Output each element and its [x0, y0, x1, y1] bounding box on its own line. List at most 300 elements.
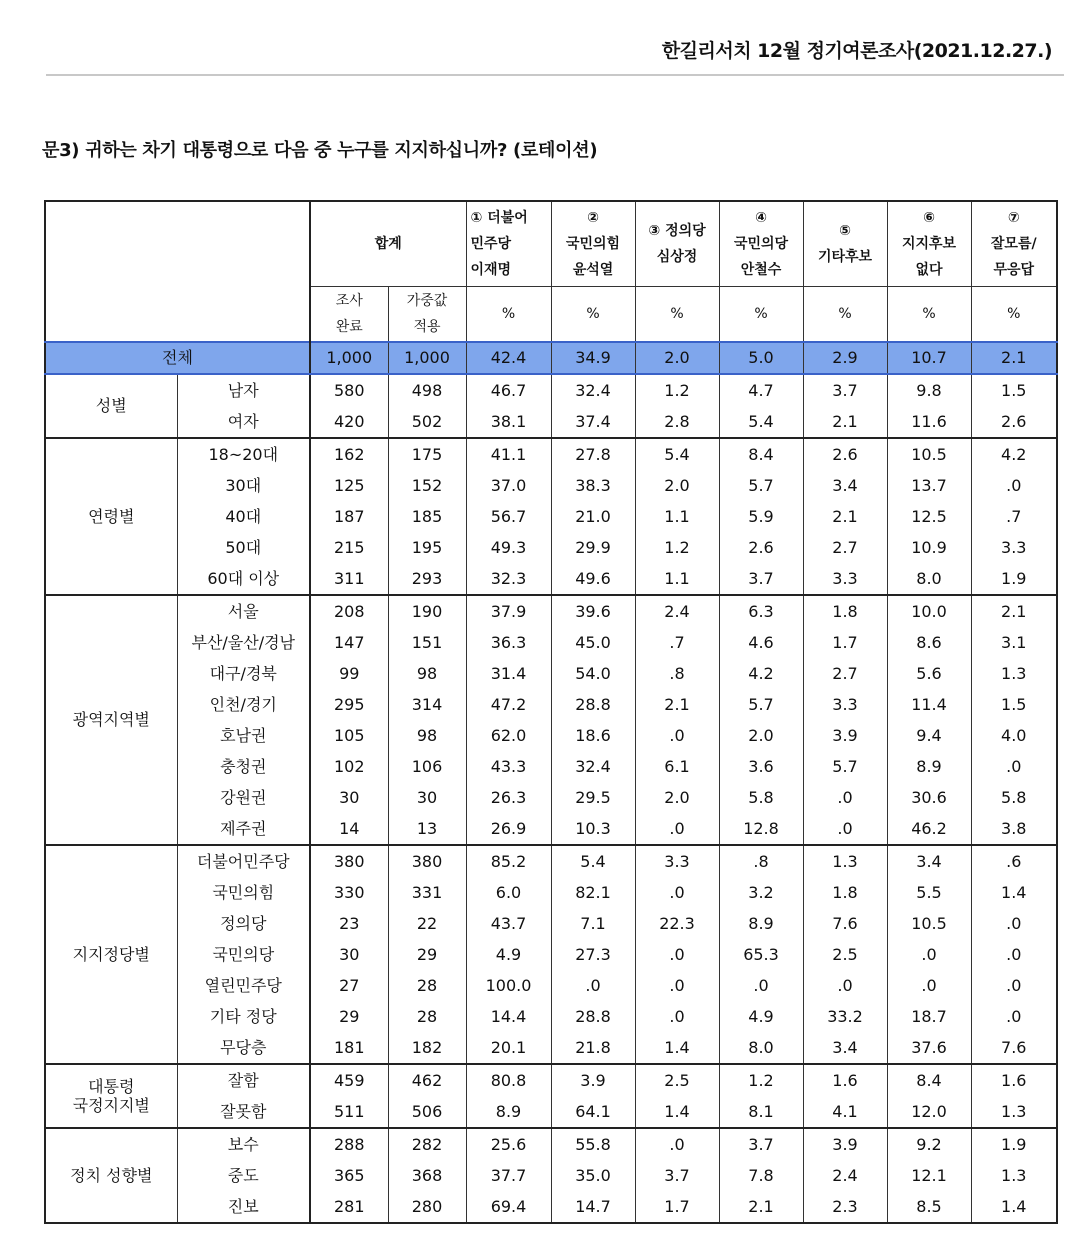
row-value: 5.7 [803, 751, 887, 782]
row-value: 8.0 [887, 563, 971, 595]
row-value: 27.8 [551, 438, 635, 470]
row-value: 8.9 [887, 751, 971, 782]
row-value: 18.6 [551, 720, 635, 751]
row-value: 12.8 [719, 813, 803, 845]
row-category: 강원권 [177, 782, 310, 813]
row-value: 14.4 [466, 1001, 551, 1032]
row-value: 8.5 [887, 1191, 971, 1223]
row-value: 368 [388, 1160, 466, 1191]
candidate-header: ⑦ 잘모름/ 무응답 [971, 201, 1057, 287]
row-value: 281 [310, 1191, 388, 1223]
row-value: 45.0 [551, 627, 635, 658]
row-value: 1.7 [803, 627, 887, 658]
row-value: 29 [310, 1001, 388, 1032]
row-category: 더불어민주당 [177, 845, 310, 877]
row-value: 64.1 [551, 1096, 635, 1128]
row-value: .0 [551, 970, 635, 1001]
row-value: 49.3 [466, 532, 551, 563]
row-value: 5.8 [719, 782, 803, 813]
row-value: 190 [388, 595, 466, 627]
row-value: .0 [803, 782, 887, 813]
row-value: 82.1 [551, 877, 635, 908]
row-value: 39.6 [551, 595, 635, 627]
row-value: 37.4 [551, 406, 635, 438]
row-value: 5.5 [887, 877, 971, 908]
row-value: 98 [388, 658, 466, 689]
row-value: .0 [635, 877, 719, 908]
row-value: 380 [388, 845, 466, 877]
row-value: 25.6 [466, 1128, 551, 1160]
row-value: .6 [971, 845, 1057, 877]
row-value: .0 [803, 813, 887, 845]
row-value: 6.1 [635, 751, 719, 782]
table-row [45, 438, 1057, 470]
row-value: 195 [388, 532, 466, 563]
row-value: 12.0 [887, 1096, 971, 1128]
row-value: 14 [310, 813, 388, 845]
row-value: 36.3 [466, 627, 551, 658]
row-value: 46.7 [466, 374, 551, 406]
group-label: 광역지역별 [45, 595, 177, 845]
row-value: 3.6 [719, 751, 803, 782]
group-label: 성별 [45, 374, 177, 438]
row-value: 32.4 [551, 751, 635, 782]
row-value: 8.6 [887, 627, 971, 658]
table-row [45, 1032, 1057, 1064]
row-value: 8.0 [719, 1032, 803, 1064]
row-value: 28.8 [551, 1001, 635, 1032]
row-value: 147 [310, 627, 388, 658]
row-value: 23 [310, 908, 388, 939]
table-row [45, 627, 1057, 658]
row-value: 10.3 [551, 813, 635, 845]
row-value: 2.7 [803, 658, 887, 689]
row-value: 3.4 [803, 1032, 887, 1064]
row-value: 3.3 [971, 532, 1057, 563]
row-value: 5.4 [635, 438, 719, 470]
row-value: 69.4 [466, 1191, 551, 1223]
unit-header: % [719, 287, 803, 343]
total-value: 1,000 [388, 342, 466, 374]
row-value: 175 [388, 438, 466, 470]
candidate-header: ④ 국민의당 안철수 [719, 201, 803, 287]
row-value: 33.2 [803, 1001, 887, 1032]
row-value: 43.3 [466, 751, 551, 782]
row-value: 4.9 [466, 939, 551, 970]
row-category: 정의당 [177, 908, 310, 939]
row-value: 99 [310, 658, 388, 689]
row-value: 125 [310, 470, 388, 501]
row-category: 보수 [177, 1128, 310, 1160]
row-value: .0 [803, 970, 887, 1001]
row-value: .0 [971, 1001, 1057, 1032]
row-value: 13.7 [887, 470, 971, 501]
sub-header: 조사 완료 [310, 287, 388, 343]
row-value: 29.9 [551, 532, 635, 563]
row-value: 32.3 [466, 563, 551, 595]
unit-header: % [551, 287, 635, 343]
row-value: 2.8 [635, 406, 719, 438]
row-value: 1.6 [971, 1064, 1057, 1096]
row-value: 1.2 [635, 532, 719, 563]
row-value: 2.0 [635, 782, 719, 813]
row-value: 30 [310, 939, 388, 970]
row-value: 30.6 [887, 782, 971, 813]
row-value: 10.0 [887, 595, 971, 627]
row-value: 29.5 [551, 782, 635, 813]
row-value: 102 [310, 751, 388, 782]
group-label: 지지정당별 [45, 845, 177, 1064]
row-value: 4.1 [803, 1096, 887, 1128]
total-label: 전체 [45, 342, 310, 374]
row-value: 28.8 [551, 689, 635, 720]
group-label: 대통령 국정지지별 [45, 1064, 177, 1128]
question-text: 문3) 귀하는 차기 대통령으로 다음 중 누구를 지지하십니까? (로테이션) [42, 140, 598, 161]
row-value: 5.7 [719, 689, 803, 720]
row-value: 5.4 [551, 845, 635, 877]
row-value: 27.3 [551, 939, 635, 970]
row-value: .7 [635, 627, 719, 658]
row-value: 29 [388, 939, 466, 970]
header-row [45, 201, 1057, 287]
row-value: 511 [310, 1096, 388, 1128]
total-row [45, 342, 1057, 374]
row-value: .0 [635, 813, 719, 845]
row-value: 28 [388, 1001, 466, 1032]
row-value: 22.3 [635, 908, 719, 939]
row-value: 5.7 [719, 470, 803, 501]
row-value: 43.7 [466, 908, 551, 939]
row-value: 2.4 [803, 1160, 887, 1191]
row-value: 1.3 [971, 658, 1057, 689]
row-value: 21.8 [551, 1032, 635, 1064]
row-value: 185 [388, 501, 466, 532]
row-value: 1.6 [803, 1064, 887, 1096]
row-value: .0 [719, 970, 803, 1001]
row-value: 5.8 [971, 782, 1057, 813]
row-value: .8 [719, 845, 803, 877]
table-row [45, 1064, 1057, 1096]
row-value: 65.3 [719, 939, 803, 970]
row-value: 4.0 [971, 720, 1057, 751]
row-value: 26.3 [466, 782, 551, 813]
row-value: 30 [310, 782, 388, 813]
table-row [45, 720, 1057, 751]
row-category: 60대 이상 [177, 563, 310, 595]
row-value: 3.9 [803, 720, 887, 751]
unit-header: % [635, 287, 719, 343]
row-value: 4.7 [719, 374, 803, 406]
total-header: 합계 [310, 201, 466, 287]
row-value: 31.4 [466, 658, 551, 689]
table-row [45, 939, 1057, 970]
table-row [45, 470, 1057, 501]
row-category: 호남권 [177, 720, 310, 751]
row-value: 181 [310, 1032, 388, 1064]
row-value: 1.7 [635, 1191, 719, 1223]
row-value: 1.4 [635, 1096, 719, 1128]
row-value: 26.9 [466, 813, 551, 845]
row-value: 1.4 [971, 1191, 1057, 1223]
row-value: 7.6 [803, 908, 887, 939]
row-value: .0 [635, 720, 719, 751]
row-category: 제주권 [177, 813, 310, 845]
row-value: 41.1 [466, 438, 551, 470]
row-category: 부산/울산/경남 [177, 627, 310, 658]
row-value: 21.0 [551, 501, 635, 532]
row-value: 331 [388, 877, 466, 908]
row-category: 국민의당 [177, 939, 310, 970]
row-category: 대구/경북 [177, 658, 310, 689]
row-value: 3.7 [803, 374, 887, 406]
row-value: 30 [388, 782, 466, 813]
row-value: 3.8 [971, 813, 1057, 845]
table-row [45, 501, 1057, 532]
row-value: 187 [310, 501, 388, 532]
table-row [45, 751, 1057, 782]
row-value: 11.4 [887, 689, 971, 720]
row-value: 3.9 [803, 1128, 887, 1160]
row-category: 잘함 [177, 1064, 310, 1096]
row-value: 380 [310, 845, 388, 877]
row-value: 6.0 [466, 877, 551, 908]
total-value: 42.4 [466, 342, 551, 374]
row-value: 1.3 [971, 1160, 1057, 1191]
row-value: 365 [310, 1160, 388, 1191]
row-value: .0 [635, 1128, 719, 1160]
row-value: 6.3 [719, 595, 803, 627]
row-category: 50대 [177, 532, 310, 563]
row-value: 1.8 [803, 595, 887, 627]
row-value: 182 [388, 1032, 466, 1064]
row-category: 잘못함 [177, 1096, 310, 1128]
row-value: 3.7 [719, 563, 803, 595]
row-value: 9.2 [887, 1128, 971, 1160]
row-category: 충청권 [177, 751, 310, 782]
table-row [45, 782, 1057, 813]
row-value: 13 [388, 813, 466, 845]
row-value: 1.9 [971, 563, 1057, 595]
table-row [45, 813, 1057, 845]
row-value: 1.4 [971, 877, 1057, 908]
row-category: 진보 [177, 1191, 310, 1223]
row-value: 4.2 [971, 438, 1057, 470]
row-value: 2.1 [971, 595, 1057, 627]
row-value: 2.6 [971, 406, 1057, 438]
row-value: 37.9 [466, 595, 551, 627]
row-value: 3.4 [803, 470, 887, 501]
row-value: 580 [310, 374, 388, 406]
row-value: 37.0 [466, 470, 551, 501]
row-value: 1.5 [971, 374, 1057, 406]
row-value: 420 [310, 406, 388, 438]
row-category: 기타 정당 [177, 1001, 310, 1032]
unit-header: % [466, 287, 551, 343]
row-value: 314 [388, 689, 466, 720]
unit-header: % [971, 287, 1057, 343]
row-value: .0 [635, 970, 719, 1001]
row-value: 162 [310, 438, 388, 470]
row-value: 3.3 [635, 845, 719, 877]
row-value: 2.1 [803, 501, 887, 532]
total-value: 1,000 [310, 342, 388, 374]
row-value: 215 [310, 532, 388, 563]
row-value: 37.6 [887, 1032, 971, 1064]
table-row [45, 1001, 1057, 1032]
row-value: .0 [887, 939, 971, 970]
row-value: 35.0 [551, 1160, 635, 1191]
row-value: 2.4 [635, 595, 719, 627]
row-value: .0 [971, 939, 1057, 970]
row-value: 7.1 [551, 908, 635, 939]
row-value: 47.2 [466, 689, 551, 720]
row-value: 293 [388, 563, 466, 595]
row-value: 2.1 [803, 406, 887, 438]
table-row [45, 1191, 1057, 1223]
row-value: 3.1 [971, 627, 1057, 658]
unit-header: % [887, 287, 971, 343]
table-row [45, 877, 1057, 908]
total-value: 2.1 [971, 342, 1057, 374]
row-value: 56.7 [466, 501, 551, 532]
row-category: 여자 [177, 406, 310, 438]
row-value: 506 [388, 1096, 466, 1128]
table-row [45, 374, 1057, 406]
row-value: 10.5 [887, 438, 971, 470]
row-value: 8.9 [466, 1096, 551, 1128]
row-value: 37.7 [466, 1160, 551, 1191]
row-value: 7.6 [971, 1032, 1057, 1064]
group-label: 정치 성향별 [45, 1128, 177, 1223]
table-row [45, 1128, 1057, 1160]
survey-table [44, 200, 1058, 1224]
table-row [45, 908, 1057, 939]
candidate-header: ⑤ 기타후보 [803, 201, 887, 287]
header-corner-cell [45, 201, 310, 342]
row-value: 498 [388, 374, 466, 406]
row-value: 105 [310, 720, 388, 751]
row-value: 20.1 [466, 1032, 551, 1064]
row-value: .7 [971, 501, 1057, 532]
row-value: 46.2 [887, 813, 971, 845]
row-value: 14.7 [551, 1191, 635, 1223]
row-value: 98 [388, 720, 466, 751]
row-category: 국민의힘 [177, 877, 310, 908]
row-value: .0 [971, 470, 1057, 501]
row-value: .0 [971, 751, 1057, 782]
row-value: 3.3 [803, 563, 887, 595]
row-category: 인천/경기 [177, 689, 310, 720]
group-label: 연령별 [45, 438, 177, 595]
row-value: 10.9 [887, 532, 971, 563]
row-value: 1.8 [803, 877, 887, 908]
row-category: 남자 [177, 374, 310, 406]
total-value: 10.7 [887, 342, 971, 374]
row-value: 1.3 [803, 845, 887, 877]
row-value: 7.8 [719, 1160, 803, 1191]
row-value: 62.0 [466, 720, 551, 751]
row-value: 4.2 [719, 658, 803, 689]
row-value: 151 [388, 627, 466, 658]
row-value: 1.3 [971, 1096, 1057, 1128]
row-category: 서울 [177, 595, 310, 627]
row-category: 중도 [177, 1160, 310, 1191]
row-value: 330 [310, 877, 388, 908]
row-value: 502 [388, 406, 466, 438]
row-value: 55.8 [551, 1128, 635, 1160]
row-value: 8.4 [887, 1064, 971, 1096]
total-value: 34.9 [551, 342, 635, 374]
row-value: .0 [635, 1001, 719, 1032]
row-value: 8.9 [719, 908, 803, 939]
row-value: 5.6 [887, 658, 971, 689]
row-category: 18~20대 [177, 438, 310, 470]
row-value: 1.2 [719, 1064, 803, 1096]
row-category: 30대 [177, 470, 310, 501]
row-value: 49.6 [551, 563, 635, 595]
row-value: .8 [635, 658, 719, 689]
row-value: 1.2 [635, 374, 719, 406]
row-value: 106 [388, 751, 466, 782]
report-header: 한길리서치 12월 정기여론조사(2021.12.27.) [661, 40, 1052, 62]
row-value: 1.1 [635, 563, 719, 595]
row-value: 3.7 [719, 1128, 803, 1160]
row-value: 2.0 [635, 470, 719, 501]
row-value: 2.1 [635, 689, 719, 720]
table-row [45, 595, 1057, 627]
row-value: 3.2 [719, 877, 803, 908]
row-value: 2.1 [719, 1191, 803, 1223]
total-value: 2.9 [803, 342, 887, 374]
candidate-header: ⑥ 지지후보 없다 [887, 201, 971, 287]
row-value: 27 [310, 970, 388, 1001]
row-value: 2.3 [803, 1191, 887, 1223]
row-category: 40대 [177, 501, 310, 532]
row-value: 1.5 [971, 689, 1057, 720]
row-value: 32.4 [551, 374, 635, 406]
row-value: 459 [310, 1064, 388, 1096]
row-value: 462 [388, 1064, 466, 1096]
row-value: 80.8 [466, 1064, 551, 1096]
row-value: 311 [310, 563, 388, 595]
row-value: 12.1 [887, 1160, 971, 1191]
row-value: 5.4 [719, 406, 803, 438]
row-value: 18.7 [887, 1001, 971, 1032]
table-row [45, 689, 1057, 720]
table-row [45, 658, 1057, 689]
unit-header: % [803, 287, 887, 343]
row-value: 152 [388, 470, 466, 501]
row-category: 열린민주당 [177, 970, 310, 1001]
row-value: 3.7 [635, 1160, 719, 1191]
row-value: 2.5 [635, 1064, 719, 1096]
row-value: 8.1 [719, 1096, 803, 1128]
row-value: 38.3 [551, 470, 635, 501]
row-value: 280 [388, 1191, 466, 1223]
row-value: .0 [635, 939, 719, 970]
row-value: 54.0 [551, 658, 635, 689]
sub-header: 가중값 적용 [388, 287, 466, 343]
header-divider [46, 74, 1064, 76]
row-value: 1.1 [635, 501, 719, 532]
row-value: 100.0 [466, 970, 551, 1001]
table-row [45, 563, 1057, 595]
row-value: 2.0 [719, 720, 803, 751]
total-value: 2.0 [635, 342, 719, 374]
table-row [45, 845, 1057, 877]
table-row [45, 970, 1057, 1001]
row-value: .0 [971, 970, 1057, 1001]
